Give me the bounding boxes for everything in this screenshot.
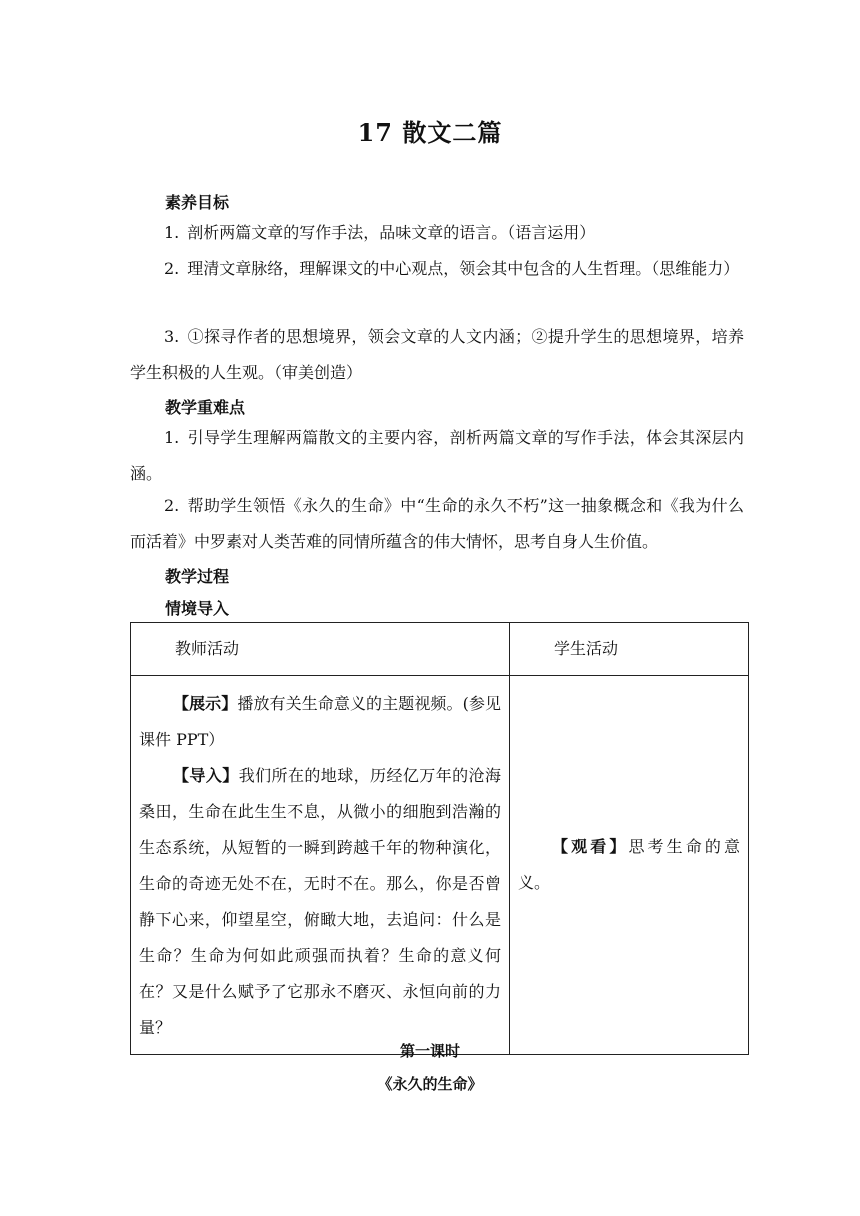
- watch-tag: 【观看】: [552, 837, 629, 856]
- scenario-intro-heading: 情境导入: [165, 599, 230, 618]
- item-text: 引导学生理解两篇散文的主要内容，剖析两篇文章的写作手法，体会其深层内涵。: [130, 428, 744, 483]
- teacher-activity-cell: [131, 676, 510, 1055]
- activity-table: [130, 622, 749, 1055]
- teacher-activity-header-cell: [131, 623, 510, 676]
- item-number: 2.: [164, 496, 180, 515]
- lesson-title: 《永久的生命》: [377, 1075, 483, 1093]
- display-tag: 【展示】: [173, 694, 238, 713]
- intro-tag: 【导入】: [173, 766, 239, 785]
- teacher-activity-header: 教师活动: [175, 639, 240, 658]
- page-title: 17 散文二篇: [357, 118, 503, 147]
- item-number: 2.: [164, 259, 180, 278]
- lesson-label: 第一课时: [399, 1042, 460, 1060]
- literacy-goal-item-1: [130, 215, 744, 251]
- student-activity-cell: [510, 676, 749, 1055]
- teaching-process-heading: 教学过程: [165, 567, 230, 586]
- student-activity-header-cell: [510, 623, 749, 676]
- watch-text: 思考生命的意义。: [518, 837, 740, 892]
- item-text: ①探寻作者的思想境界，领会文章的人文内涵；②提升学生的思想境界，培养学生积极的人生观。（审美创造）: [130, 327, 744, 382]
- item-number: 3.: [164, 327, 180, 346]
- item-text: 帮助学生领悟《永久的生命》中“生命的永久不朽”这一抽象概念和《我为什么而活着》中罗素对人类苦难的同情所蕴含的伟大情怀，思考自身人生价值。: [130, 496, 744, 551]
- literacy-goal-item-3: [130, 319, 744, 391]
- key-point-item-1: [130, 420, 744, 492]
- student-activity-header: 学生活动: [554, 639, 619, 658]
- item-text: 剖析两篇文章的写作手法，品味文章的语言。（语言运用）: [187, 223, 596, 242]
- item-text: 理清文章脉络，理解课文的中心观点，领会其中包含的人生哲理。（思维能力）: [187, 259, 740, 278]
- item-number: 1.: [164, 428, 180, 447]
- item-number: 1.: [164, 223, 180, 242]
- table-row: [131, 676, 749, 1055]
- key-points-heading: 教学重难点: [165, 398, 246, 417]
- intro-text: 我们所在的地球，历经亿万年的沧海桑田，生命在此生生不息，从微小的细胞到浩瀚的生态系统，从短暂的一瞬到跨越千年的物种演化，生命的奇迹无处不在，无时不在。那么，你是否曾静下心来，仰望星空，俯瞰大地，去追问：什么是生命？生命为何如此顽强而执着？生命的意义何在？又是什么赋予了它那永不磨灭、永恒向前的力量？: [139, 766, 501, 1037]
- key-point-item-2: [130, 488, 744, 560]
- teacher-display-paragraph: [139, 686, 501, 758]
- literacy-goals-heading: 素养目标: [165, 193, 230, 212]
- teacher-intro-paragraph: [139, 758, 501, 1046]
- table-header-row: [131, 623, 749, 676]
- literacy-goal-item-2: [130, 251, 744, 287]
- student-watch-paragraph: [518, 829, 740, 901]
- display-text: 播放有关生命意义的主题视频。(参见课件 PPT）: [139, 694, 501, 749]
